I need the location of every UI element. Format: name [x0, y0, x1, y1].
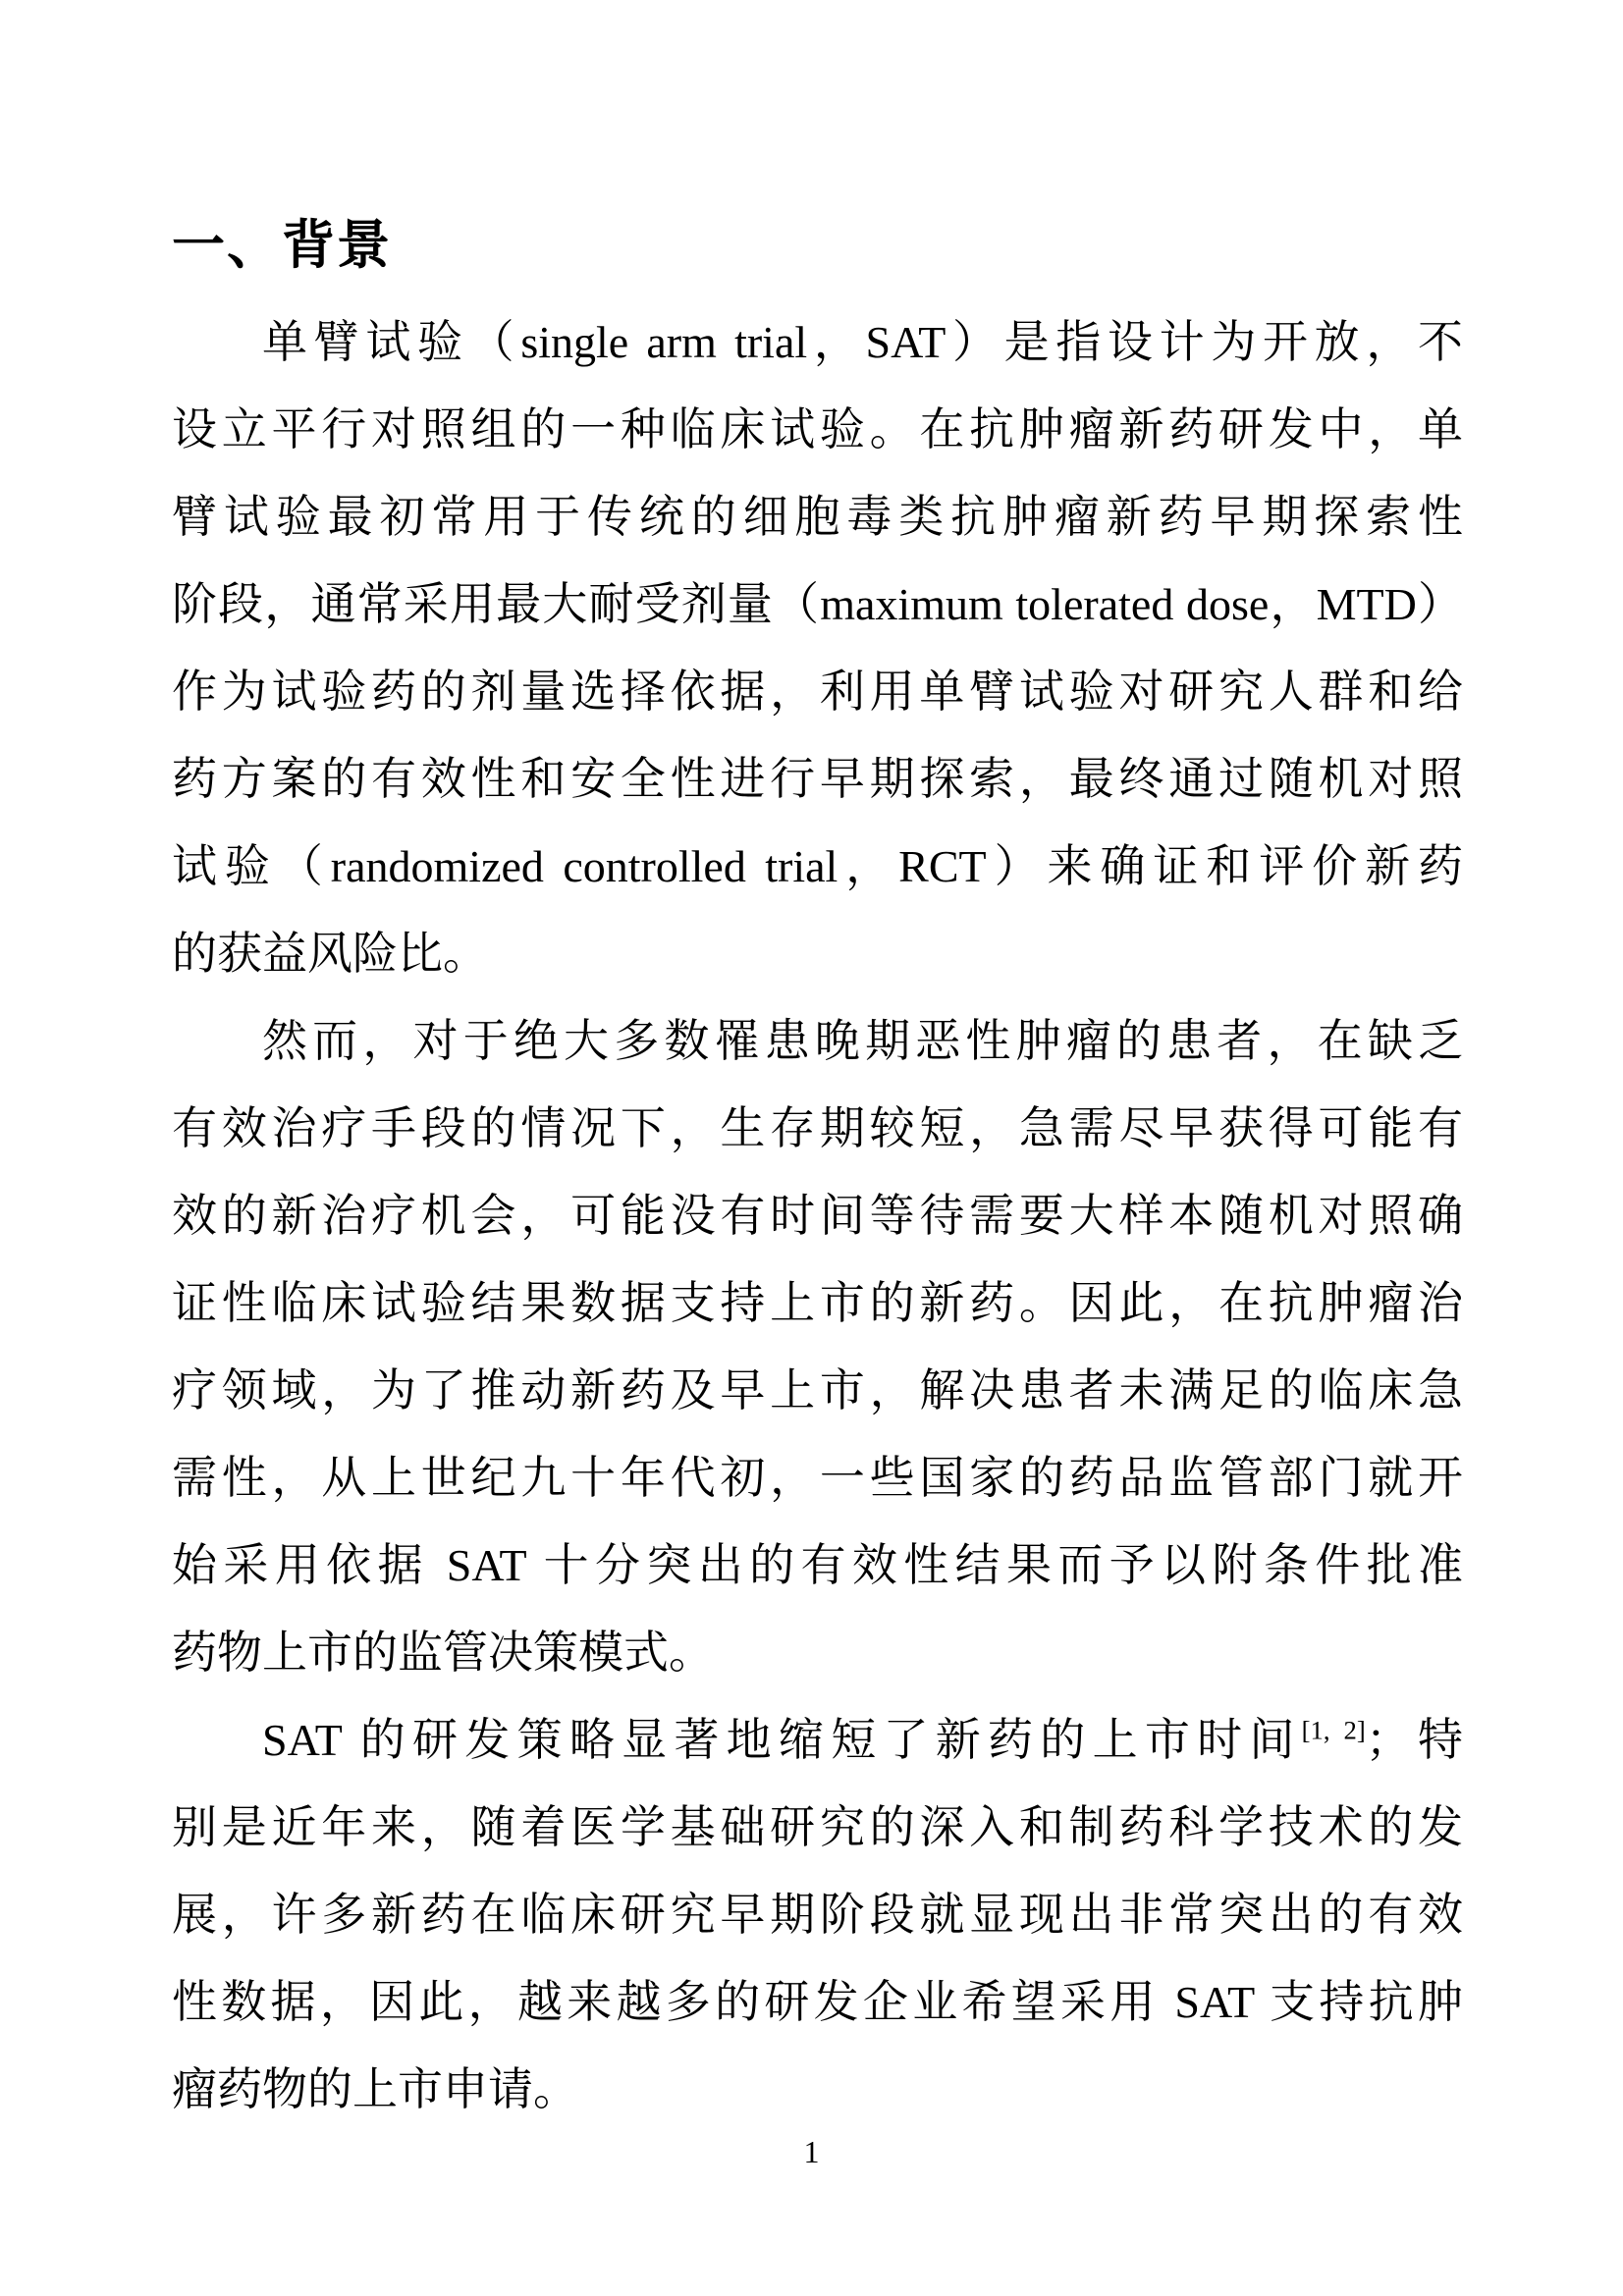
text-segment: ；特 [1365, 1715, 1463, 1765]
text-segment: 展，许多新药在临床研究早期阶段就显现出非常突出的有效 [172, 1890, 1463, 1940]
text-segment: 设立平行对照组的一种临床试验。在抗肿瘤新药研发中，单 [172, 404, 1463, 454]
text-line [172, 1696, 1463, 1784]
text-line [172, 1784, 1463, 1871]
document-content [172, 0, 1463, 2133]
text-segment: 有效治疗手段的情况下，生存期较短，急需尽早获得可能有 [172, 1103, 1463, 1153]
text-line [172, 648, 1463, 735]
text-line [172, 1172, 1463, 1259]
text-segment: 疗领域，为了推动新药及早上市，解决患者未满足的临床急 [172, 1365, 1463, 1415]
text-line [172, 910, 1463, 997]
text-segment: 需性，从上世纪九十年代初，一些国家的药品监管部门就开 [172, 1453, 1463, 1503]
document-body [172, 298, 1463, 2133]
text-line [172, 561, 1463, 648]
page-number: 1 [803, 2134, 820, 2169]
footnote-reference: [1, 2] [1301, 1715, 1366, 1745]
text-segment: 试验（randomized controlled trial，RCT）来确证和评价新药 [172, 841, 1463, 891]
text-segment: 效的新治疗机会，可能没有时间等待需要大样本随机对照确 [172, 1191, 1463, 1241]
section-heading: 一、背景 [172, 216, 392, 275]
text-segment: 药方案的有效性和安全性进行早期探索，最终通过随机对照 [172, 754, 1463, 804]
text-line [172, 1522, 1463, 1609]
text-line [172, 1347, 1463, 1434]
text-line [172, 823, 1463, 910]
text-line [172, 1434, 1463, 1522]
text-segment: 的获益风险比。 [172, 929, 488, 979]
text-line [172, 298, 1463, 386]
text-line [172, 1609, 1463, 1696]
text-line [172, 735, 1463, 823]
text-segment: 性数据，因此，越来越多的研发企业希望采用 SAT 支持抗肿 [172, 1977, 1463, 2027]
text-segment: 药物上市的监管决策模式。 [172, 1628, 714, 1678]
text-segment: 瘤药物的上市申请。 [172, 2064, 578, 2114]
text-segment: SAT 的研发策略显著地缩短了新药的上市时间 [262, 1715, 1302, 1765]
text-line [172, 2046, 1463, 2133]
text-segment: 作为试验药的剂量选择依据，利用单臂试验对研究人群和给 [172, 667, 1463, 717]
text-line [172, 1958, 1463, 2046]
text-line [172, 1871, 1463, 1958]
text-segment: 阶段，通常采用最大耐受剂量（maximum tolerated dose，MTD） [172, 579, 1463, 629]
text-segment: 臂试验最初常用于传统的细胞毒类抗肿瘤新药早期探索性 [172, 492, 1463, 542]
text-line [172, 1085, 1463, 1172]
text-line [172, 997, 1463, 1085]
text-segment: 单臂试验（single arm trial，SAT）是指设计为开放，不 [262, 317, 1463, 367]
text-segment: 始采用依据 SAT 十分突出的有效性结果而予以附条件批准 [172, 1540, 1463, 1590]
text-line [172, 1259, 1463, 1347]
text-segment: 然而，对于绝大多数罹患晚期恶性肿瘤的患者，在缺乏 [262, 1016, 1463, 1066]
text-segment: 别是近年来，随着医学基础研究的深入和制药科学技术的发 [172, 1802, 1463, 1852]
text-line [172, 473, 1463, 561]
text-segment: 证性临床试验结果数据支持上市的新药。因此，在抗肿瘤治 [172, 1278, 1463, 1328]
text-line [172, 386, 1463, 473]
